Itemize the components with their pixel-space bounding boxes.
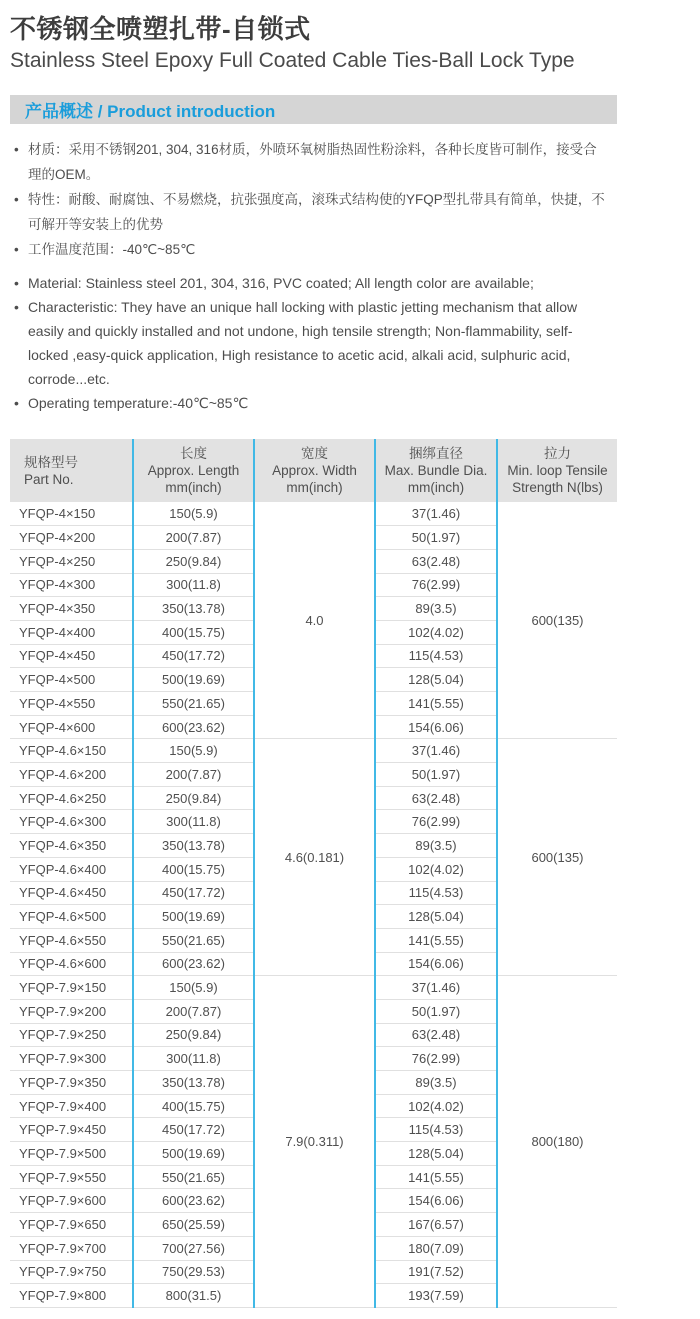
length-cell: 450(17.72) — [133, 644, 254, 668]
part-no-cell: YFQP-4×550 — [10, 692, 133, 716]
bundle-dia-cell: 76(2.99) — [375, 573, 497, 597]
col-header-dia: 捆绑直径 Max. Bundle Dia. mm(inch) — [375, 439, 497, 502]
page-title-en: Stainless Steel Epoxy Full Coated Cable Ties-Ball Lock Type — [10, 49, 575, 72]
part-no-cell: YFQP-4.6×450 — [10, 881, 133, 905]
table-row — [10, 502, 617, 526]
length-cell: 350(13.78) — [133, 834, 254, 858]
length-cell: 300(11.8) — [133, 1047, 254, 1071]
bullet-zh-0: • 材质：采用不锈钢201, 304, 316材质，外喷环氧树脂热固性粉涂料，各种长度皆可制作，接受合理的OEM。 — [10, 137, 610, 187]
bundle-dia-cell: 37(1.46) — [375, 502, 497, 526]
length-cell: 800(31.5) — [133, 1284, 254, 1308]
bundle-dia-cell: 128(5.04) — [375, 1142, 497, 1166]
bundle-dia-cell: 50(1.97) — [375, 763, 497, 787]
part-no-cell: YFQP-4.6×550 — [10, 928, 133, 952]
section-header-label: 产品概述 / Product introduction — [25, 102, 276, 121]
length-cell: 550(21.65) — [133, 928, 254, 952]
length-cell: 250(9.84) — [133, 1023, 254, 1047]
part-no-cell: YFQP-7.9×500 — [10, 1142, 133, 1166]
bullet-list-en — [10, 271, 610, 415]
length-cell: 350(13.78) — [133, 597, 254, 621]
part-no-cell: YFQP-7.9×350 — [10, 1071, 133, 1095]
strength-merged-cell: 800(180) — [497, 976, 617, 1308]
bundle-dia-cell: 154(6.06) — [375, 715, 497, 739]
bundle-dia-cell: 76(2.99) — [375, 1047, 497, 1071]
part-no-cell: YFQP-7.9×400 — [10, 1094, 133, 1118]
part-no-cell: YFQP-4×500 — [10, 668, 133, 692]
bundle-dia-cell: 115(4.53) — [375, 1118, 497, 1142]
bullet-zh-2: • 工作温度范围：-40℃~85℃ — [10, 237, 610, 262]
strength-merged-cell: 600(135) — [497, 502, 617, 739]
part-no-cell: YFQP-7.9×650 — [10, 1213, 133, 1237]
length-cell: 600(23.62) — [133, 1189, 254, 1213]
length-cell: 400(15.75) — [133, 1094, 254, 1118]
part-no-cell: YFQP-4×600 — [10, 715, 133, 739]
length-cell: 600(23.62) — [133, 952, 254, 976]
bundle-dia-cell: 180(7.09) — [375, 1236, 497, 1260]
part-no-cell: YFQP-7.9×200 — [10, 999, 133, 1023]
col-header-length: 长度 Approx. Length mm(inch) — [133, 439, 254, 502]
part-no-cell: YFQP-7.9×300 — [10, 1047, 133, 1071]
width-merged-cell: 4.0 — [254, 502, 375, 739]
bundle-dia-cell: 50(1.97) — [375, 999, 497, 1023]
bullet-en-0: • Material: Stainless steel 201, 304, 316, PVC coated; All length color are available; — [10, 271, 610, 295]
bundle-dia-cell: 89(3.5) — [375, 597, 497, 621]
length-cell: 550(21.65) — [133, 1165, 254, 1189]
section-header-bar — [10, 95, 617, 124]
length-cell: 450(17.72) — [133, 881, 254, 905]
bundle-dia-cell: 63(2.48) — [375, 1023, 497, 1047]
part-no-cell: YFQP-4.6×150 — [10, 739, 133, 763]
part-no-cell: YFQP-4×200 — [10, 526, 133, 550]
part-no-cell: YFQP-7.9×250 — [10, 1023, 133, 1047]
table-row — [10, 976, 617, 1000]
bundle-dia-cell: 141(5.55) — [375, 928, 497, 952]
col-header-part: 规格型号 Part No. — [10, 439, 133, 502]
part-no-cell: YFQP-4.6×300 — [10, 810, 133, 834]
bundle-dia-cell: 89(3.5) — [375, 834, 497, 858]
part-no-cell: YFQP-4×350 — [10, 597, 133, 621]
length-cell: 300(11.8) — [133, 573, 254, 597]
bundle-dia-cell: 154(6.06) — [375, 1189, 497, 1213]
page-title-zh: 不锈钢全喷塑扎带-自锁式 — [10, 14, 311, 44]
bundle-dia-cell: 89(3.5) — [375, 1071, 497, 1095]
bundle-dia-cell: 115(4.53) — [375, 644, 497, 668]
length-cell: 150(5.9) — [133, 739, 254, 763]
length-cell: 600(23.62) — [133, 715, 254, 739]
length-cell: 150(5.9) — [133, 976, 254, 1000]
part-no-cell: YFQP-7.9×600 — [10, 1189, 133, 1213]
length-cell: 500(19.69) — [133, 905, 254, 929]
length-cell: 750(29.53) — [133, 1260, 254, 1284]
length-cell: 650(25.59) — [133, 1213, 254, 1237]
part-no-cell: YFQP-7.9×550 — [10, 1165, 133, 1189]
bundle-dia-cell: 115(4.53) — [375, 881, 497, 905]
bundle-dia-cell: 37(1.46) — [375, 739, 497, 763]
length-cell: 550(21.65) — [133, 692, 254, 716]
part-no-cell: YFQP-4.6×500 — [10, 905, 133, 929]
bundle-dia-cell: 128(5.04) — [375, 668, 497, 692]
part-no-cell: YFQP-7.9×450 — [10, 1118, 133, 1142]
width-merged-cell: 7.9(0.311) — [254, 976, 375, 1308]
bundle-dia-cell: 141(5.55) — [375, 1165, 497, 1189]
length-cell: 150(5.9) — [133, 502, 254, 526]
length-cell: 200(7.87) — [133, 999, 254, 1023]
part-no-cell: YFQP-4×450 — [10, 644, 133, 668]
part-no-cell: YFQP-4×400 — [10, 620, 133, 644]
bundle-dia-cell: 76(2.99) — [375, 810, 497, 834]
bundle-dia-cell: 102(4.02) — [375, 1094, 497, 1118]
bundle-dia-cell: 63(2.48) — [375, 549, 497, 573]
table-row — [10, 739, 617, 763]
length-cell: 700(27.56) — [133, 1236, 254, 1260]
strength-merged-cell: 600(135) — [497, 739, 617, 976]
length-cell: 250(9.84) — [133, 549, 254, 573]
bundle-dia-cell: 128(5.04) — [375, 905, 497, 929]
part-no-cell: YFQP-4×250 — [10, 549, 133, 573]
col-header-width: 宽度 Approx. Width mm(inch) — [254, 439, 375, 502]
part-no-cell: YFQP-4.6×600 — [10, 952, 133, 976]
part-no-cell: YFQP-7.9×800 — [10, 1284, 133, 1308]
part-no-cell: YFQP-4.6×400 — [10, 857, 133, 881]
col-header-strength: 拉力 Min. loop Tensile Strength N(lbs) — [497, 439, 617, 502]
bundle-dia-cell: 63(2.48) — [375, 786, 497, 810]
part-no-cell: YFQP-7.9×150 — [10, 976, 133, 1000]
length-cell: 500(19.69) — [133, 668, 254, 692]
length-cell: 200(7.87) — [133, 526, 254, 550]
length-cell: 500(19.69) — [133, 1142, 254, 1166]
bundle-dia-cell: 141(5.55) — [375, 692, 497, 716]
part-no-cell: YFQP-7.9×750 — [10, 1260, 133, 1284]
length-cell: 250(9.84) — [133, 786, 254, 810]
length-cell: 300(11.8) — [133, 810, 254, 834]
bullet-en-1: • Characteristic: They have an unique hall locking with plastic jetting mechanism that allow easily and quickly installed and not undone, high tensile strength; Non-flammability, self-locked ,easy-quick application, High resistance to acetic acid, alkali acid, sulphuric acid, corrode...etc. — [10, 295, 610, 391]
bullet-zh-1: • 特性：耐酸、耐腐蚀、不易燃烧，抗张强度高，滚珠式结构使的YFQP型扎带具有简单，快捷，不可解开等安装上的优势 — [10, 187, 610, 237]
length-cell: 350(13.78) — [133, 1071, 254, 1095]
length-cell: 200(7.87) — [133, 763, 254, 787]
bullet-en-2: • Operating temperature:-40℃~85℃ — [10, 391, 610, 415]
length-cell: 450(17.72) — [133, 1118, 254, 1142]
part-no-cell: YFQP-4.6×200 — [10, 763, 133, 787]
bundle-dia-cell: 191(7.52) — [375, 1260, 497, 1284]
spec-table — [10, 439, 617, 1308]
width-merged-cell: 4.6(0.181) — [254, 739, 375, 976]
length-cell: 400(15.75) — [133, 620, 254, 644]
part-no-cell: YFQP-4.6×250 — [10, 786, 133, 810]
table-header-row — [10, 439, 617, 502]
part-no-cell: YFQP-4×150 — [10, 502, 133, 526]
bundle-dia-cell: 102(4.02) — [375, 620, 497, 644]
bullet-list-zh — [10, 137, 610, 262]
bundle-dia-cell: 193(7.59) — [375, 1284, 497, 1308]
bundle-dia-cell: 37(1.46) — [375, 976, 497, 1000]
part-no-cell: YFQP-7.9×700 — [10, 1236, 133, 1260]
bundle-dia-cell: 154(6.06) — [375, 952, 497, 976]
part-no-cell: YFQP-4×300 — [10, 573, 133, 597]
length-cell: 400(15.75) — [133, 857, 254, 881]
bundle-dia-cell: 167(6.57) — [375, 1213, 497, 1237]
bundle-dia-cell: 50(1.97) — [375, 526, 497, 550]
bundle-dia-cell: 102(4.02) — [375, 857, 497, 881]
part-no-cell: YFQP-4.6×350 — [10, 834, 133, 858]
